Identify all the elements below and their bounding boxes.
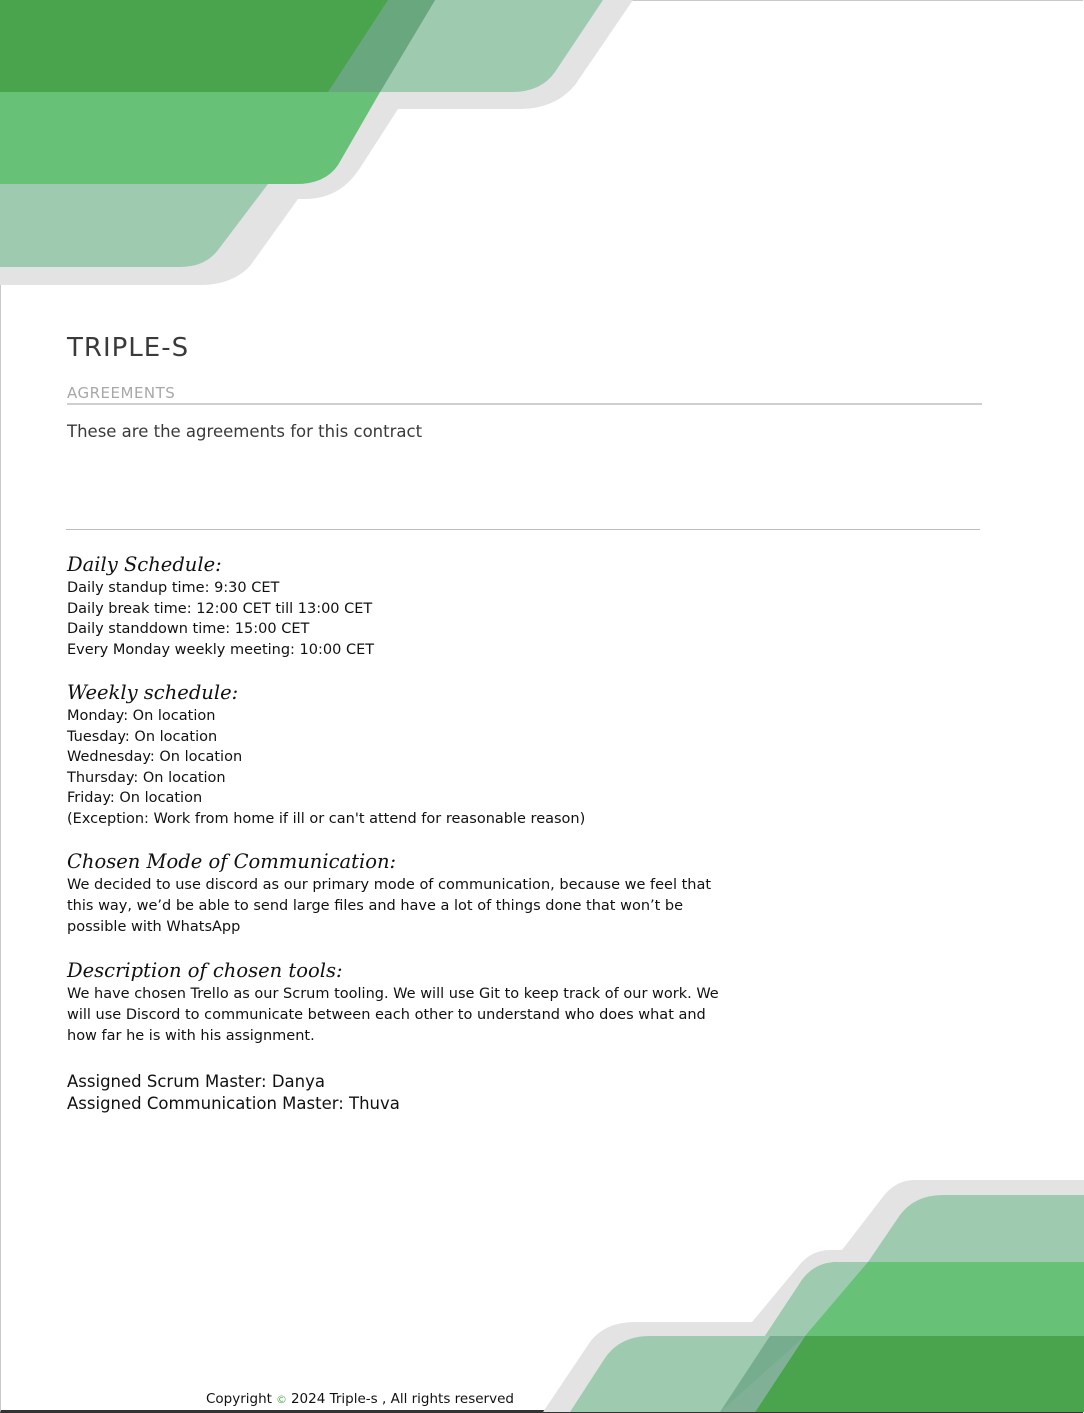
communication-section xyxy=(67,849,767,938)
schedule-line: Daily standup time: 9:30 CET xyxy=(67,580,280,596)
header-decoration xyxy=(0,0,633,285)
exception-note: (Exception: Work from home if ill or can't attend for reasonable reason) xyxy=(67,810,586,827)
weekday-line: Monday: On location xyxy=(67,708,216,724)
tools-text: We have chosen Trello as our Scrum tooling. We will use Git to keep track of our work. We will use Discord to communicate between each other to understand who does what and how far he is with his assignment. xyxy=(67,986,719,1044)
communication-heading: Chosen Mode of Communication: xyxy=(67,850,397,873)
schedule-line: Daily break time: 12:00 CET till 13:00 CET xyxy=(67,600,373,617)
copyright-text: 2024 Triple-s , All rights reserved xyxy=(290,1391,514,1407)
intro-text: These are the agreements for this contract xyxy=(67,422,423,441)
weekly-schedule-heading: Weekly schedule: xyxy=(67,681,239,704)
schedule-line: Every Monday weekly meeting: 10:00 CET xyxy=(67,641,375,658)
daily-schedule-heading: Daily Schedule: xyxy=(67,553,222,576)
content-divider xyxy=(66,529,980,530)
copyright-footer xyxy=(206,1391,514,1407)
communication-master-assignment: Assigned Communication Master: Thuva xyxy=(67,1094,400,1113)
section-label: AGREEMENTS xyxy=(67,384,176,402)
tools-heading: Description of chosen tools: xyxy=(67,959,343,982)
weekday-line: Thursday: On location xyxy=(67,769,226,786)
copyright-prefix: Copyright xyxy=(206,1391,272,1407)
agreements-content xyxy=(67,552,767,1115)
tools-section xyxy=(67,958,767,1047)
weekly-schedule-section xyxy=(67,680,767,829)
copyright-icon: © xyxy=(275,1393,287,1406)
weekday-line: Friday: On location xyxy=(67,790,203,806)
weekday-line: Tuesday: On location xyxy=(67,728,218,745)
communication-text: We decided to use discord as our primary mode of communication, because we feel that this way, we’d be able to send large files and have a lot of things done that won’t be possible with WhatsApp xyxy=(67,877,712,935)
footer-decoration xyxy=(543,1180,1084,1412)
daily-schedule-section xyxy=(67,552,767,660)
schedule-line: Daily standdown time: 15:00 CET xyxy=(67,621,310,637)
assignments-section xyxy=(67,1071,767,1115)
scrum-master-assignment: Assigned Scrum Master: Danya xyxy=(67,1072,325,1091)
weekday-line: Wednesday: On location xyxy=(67,749,243,765)
brand-title: TRIPLE-S xyxy=(67,333,190,363)
section-divider xyxy=(67,403,982,405)
